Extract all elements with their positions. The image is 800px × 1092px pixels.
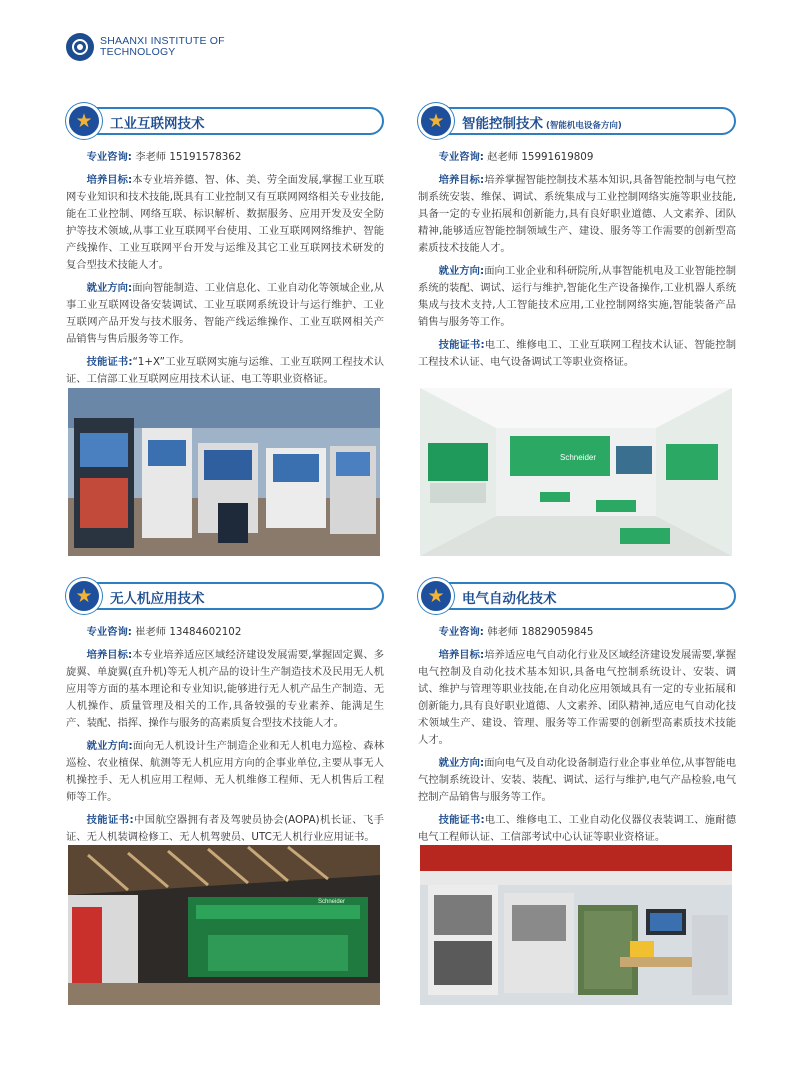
photo-electrical-automation-lab bbox=[420, 845, 732, 1013]
goal-paragraph: 培养目标:培养适应电气自动化行业及区域经济建设发展需要,掌握电气控制及自动化技术基本知识,具备电气控制系统设计、安装、调试、维护与管理等职业技能,在自动化应用领域具有一定的专业拓展和创新能力,具有良好职业道德、人文素养、团队精神,适应电气自动化技术领域生产、建设、管理、服务等工作需要的创新型高素质技术技能人才。 bbox=[418, 649, 736, 746]
section-title-bar bbox=[418, 107, 736, 135]
contact-line: 专业咨询: 赵老师 15991619809 bbox=[438, 151, 594, 163]
star-icon: ★ bbox=[418, 578, 454, 614]
section-body bbox=[66, 149, 384, 388]
section-title: 工业互联网技术 bbox=[110, 116, 205, 132]
school-logo-icon bbox=[66, 33, 94, 61]
section-electrical-automation bbox=[418, 582, 736, 852]
section-body bbox=[418, 149, 736, 371]
star-icon: ★ bbox=[418, 103, 454, 139]
page-header bbox=[66, 30, 225, 64]
section-title-bar bbox=[66, 582, 384, 610]
school-name bbox=[100, 36, 225, 58]
section-industrial-internet bbox=[66, 107, 384, 394]
contact-line: 专业咨询: 崔老师 13484602102 bbox=[86, 626, 242, 638]
cert-paragraph: 技能证书:“1+X”工业互联网实施与运维、工业互联网工程技术认证、工信部工业互联网应用技术认证、电工等职业资格证。 bbox=[66, 356, 385, 385]
career-paragraph: 就业方向:面向工业企业和科研院所,从事智能机电及工业智能控制系统的装配、调试、运行与维护,智能化生产设备操作,工业机器人系统集成与技术支持,人工智能技术应用,工业控制网络实施,智能装备产品销售与服务等工作。 bbox=[418, 265, 736, 328]
section-title: 无人机应用技术 bbox=[110, 591, 205, 607]
cert-paragraph: 技能证书:中国航空器拥有者及驾驶员协会(AOPA)机长证、飞手证、无人机装调检修工、无人机驾驶员、UTC无人机行业应用证书。 bbox=[66, 814, 384, 843]
star-icon: ★ bbox=[66, 103, 102, 139]
school-name-line1: SHAANXI INSTITUTE OF bbox=[100, 35, 225, 47]
schneider-brand-text: Schneider bbox=[560, 453, 597, 462]
career-paragraph: 就业方向:面向电气及自动化设备制造行业企事业单位,从事智能电气控制系统设计、安装、装配、调试、运行与维护,电气产品检验,电气控制产品销售与服务等工作。 bbox=[418, 757, 736, 803]
section-body bbox=[66, 624, 384, 846]
section-body bbox=[418, 624, 736, 846]
cert-paragraph: 技能证书:电工、维修电工、工业互联网工程技术认证、智能控制工程技术认证、电气设备调试工等职业资格证。 bbox=[418, 339, 736, 368]
section-title-bar bbox=[418, 582, 736, 610]
cert-paragraph: 技能证书:电工、维修电工、工业自动化仪器仪表装调工、施耐德电气工程师认证、工信部考试中心认证等职业资格证。 bbox=[418, 814, 736, 843]
photo-industrial-internet-lab bbox=[68, 388, 380, 556]
goal-paragraph: 培养目标:培养掌握智能控制技术基本知识,具备智能控制与电气控制系统安装、维保、调试、系统集成与工业控制网络实施等职业技能,具备一定的专业拓展和创新能力,具有良好职业道德、人文素养、团队精神,能够适应智能控制领域生产、建设、服务等工作需要的创新型高素质技术技能人才。 bbox=[418, 174, 736, 254]
career-paragraph: 就业方向:面向智能制造、工业信息化、工业自动化等领域企业,从事工业互联网设备安装调试、工业互联网系统设计与运行维护、工业互联网产品开发与技术服务、智能产线运维操作、工业互联网相关产品销售与售后服务等工作。 bbox=[66, 282, 384, 345]
photo-intelligent-control-showroom bbox=[420, 388, 732, 556]
section-title-bar bbox=[66, 107, 384, 135]
schneider-banner-text: Schneider bbox=[318, 899, 346, 905]
school-name-line2: TECHNOLOGY bbox=[100, 46, 176, 58]
goal-paragraph: 培养目标:本专业培养德、智、体、美、劳全面发展,掌握工业互联网专业知识和技术技能,既具有工业控制又有互联网网络相关专业技能,能在工业控制、网络互联、标识解析、数据服务、应用开发及安全防护等技术领域,从事工业互联网平台使用、工业互联网网络维护、智能产线操作、工业互联网平台开发与运维及其它工业互联网技术研发的复合型技术技能人才。 bbox=[66, 174, 384, 271]
star-icon: ★ bbox=[66, 578, 102, 614]
career-paragraph: 就业方向:面向无人机设计生产制造企业和无人机电力巡检、森林巡检、农业植保、航测等无人机应用方向的企事业单位,主要从事无人机操控手、无人机应用工程师、无人机维修工程师、无人机售后工程师等工作。 bbox=[66, 740, 384, 803]
goal-paragraph: 培养目标:本专业培养适应区域经济建设发展需要,掌握固定翼、多旋翼、单旋翼(直升机)等无人机产品的设计生产制造技术及民用无人机应用等方面的基本理论和专业知识,能够进行无人机产品生产制造、无人机操作、质量管理及相关的工作,具备较强的专业素养、能满足生产、装配、指挥、操作与服务的高素质复合型技术技能人才。 bbox=[66, 649, 384, 729]
section-intelligent-control bbox=[418, 107, 736, 377]
section-title: 智能控制技术 (智能机电设备方向) bbox=[462, 116, 622, 132]
section-title: 电气自动化技术 bbox=[462, 591, 557, 607]
section-drone-application bbox=[66, 582, 384, 852]
photo-drone-lab bbox=[68, 845, 380, 1013]
contact-line: 专业咨询: 李老师 15191578362 bbox=[86, 151, 242, 163]
contact-line: 专业咨询: 韩老师 18829059845 bbox=[438, 626, 594, 638]
